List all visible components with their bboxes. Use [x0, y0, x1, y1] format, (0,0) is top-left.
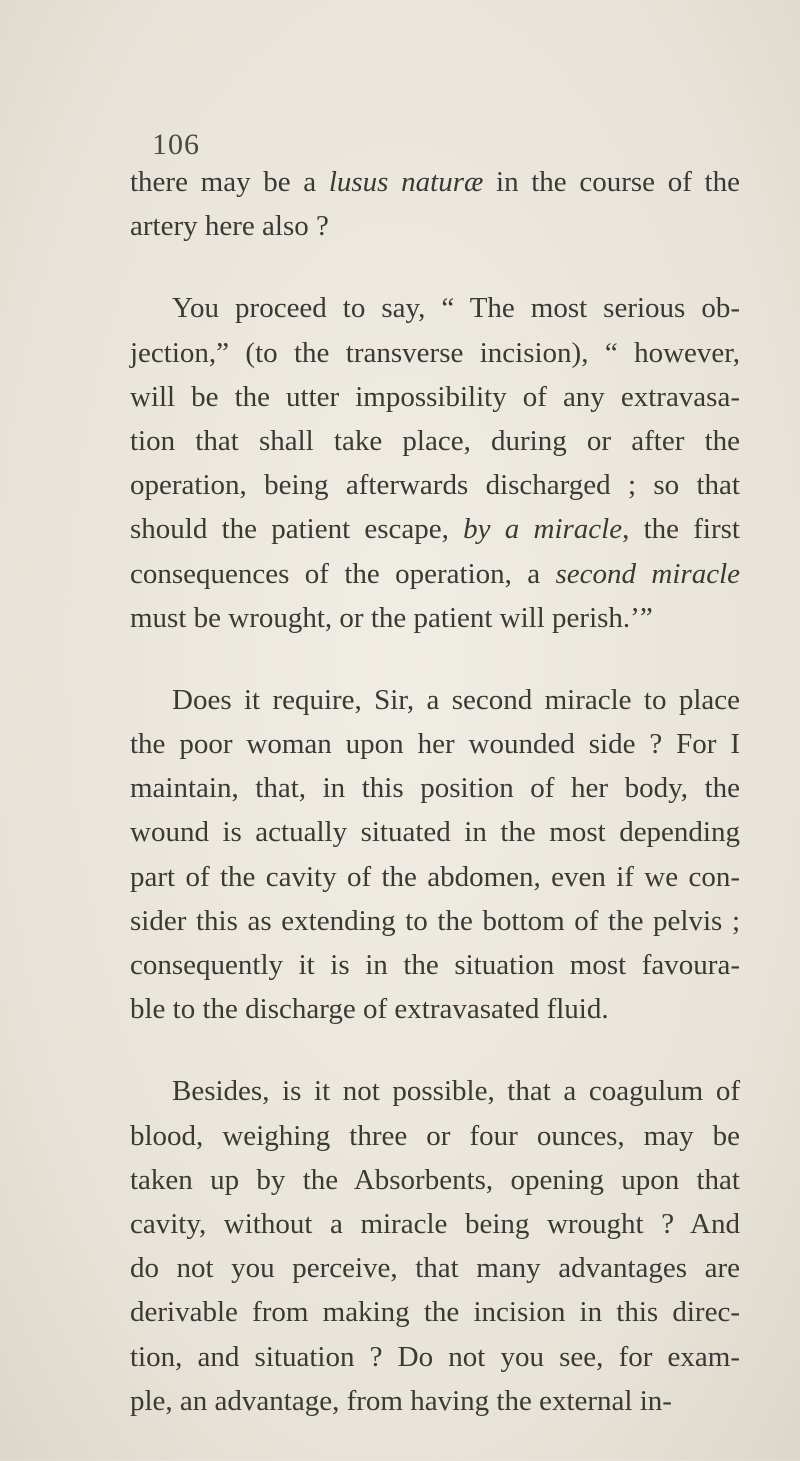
text-line: consequently it is in the situation most favoura-: [130, 949, 740, 981]
text-line: artery here also ?: [130, 210, 329, 243]
text-line: sider this as extending to the bottom of the pelvis ;: [130, 904, 740, 937]
text-line: wound is actually situated in the most depending: [130, 816, 740, 849]
text-line: ble to the discharge of extravasated fluid.: [130, 993, 609, 1026]
body-text: [130, 160, 740, 1461]
text-line: Besides, is it not possible, that a coagulum of: [172, 1075, 740, 1108]
text-line: there may be a lusus naturæ in the course of the: [130, 166, 740, 198]
text-line: ple, an advantage, from having the external in-: [130, 1384, 672, 1417]
text-line: tion, and situation ? Do not you see, for exam-: [130, 1340, 740, 1373]
paragraph: [130, 160, 740, 248]
text-line: cavity, without a miracle being wrought ? And: [130, 1207, 740, 1240]
paragraph: [130, 678, 740, 1032]
italic-text: by a miracle: [463, 513, 623, 546]
text-line: the poor woman upon her wounded side ? For I: [130, 728, 740, 761]
text-line: should the patient escape, by a miracle, the first: [130, 513, 740, 546]
text-line: You proceed to say, “ The most serious ob-: [172, 292, 740, 325]
paragraph: [130, 1069, 740, 1423]
text-line: derivable from making the incision in this direc-: [130, 1296, 740, 1329]
page-number: 106: [152, 128, 200, 161]
text-line: operation, being afterwards discharged ; so that: [130, 469, 740, 502]
text-line: consequences of the operation, a second miracle: [130, 557, 741, 590]
italic-text: second miracle: [555, 557, 741, 590]
text-line: tion that shall take place, during or after the: [130, 424, 740, 457]
text-line: Does it require, Sir, a second miracle to place: [172, 683, 740, 716]
text-line: blood, weighing three or four ounces, may be: [130, 1119, 740, 1152]
text-line: will be the utter impossibility of any extravasa-: [130, 380, 740, 413]
text-line: part of the cavity of the abdomen, even if we con-: [130, 860, 740, 893]
text-line: do not you perceive, that many advantages are: [130, 1252, 740, 1285]
text-line: jection,” (to the transverse incision), “ however,: [130, 336, 740, 369]
text-line: maintain, that, in this position of her body, the: [130, 772, 740, 805]
text-line: must be wrought, or the patient will perish.’”: [130, 601, 653, 634]
italic-text: lusus naturæ: [328, 166, 484, 198]
text-line: taken up by the Absorbents, opening upon that: [130, 1163, 740, 1196]
paragraph: [130, 286, 740, 640]
